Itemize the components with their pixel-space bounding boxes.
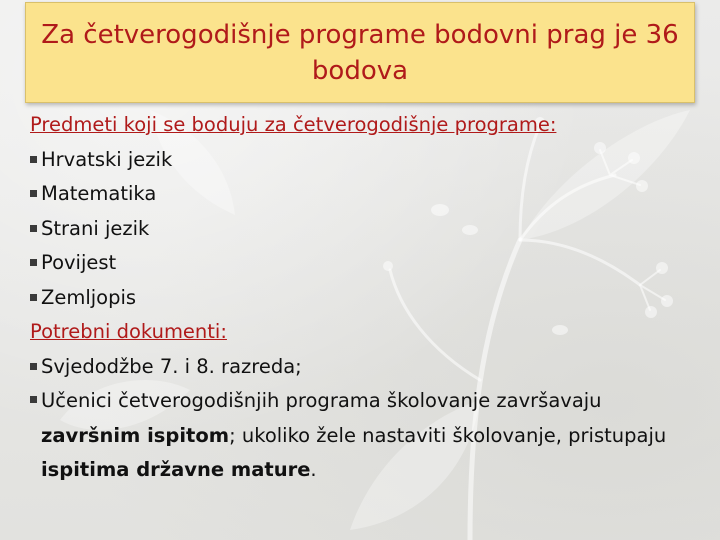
- list-item: [30, 350, 700, 385]
- slide-title: Za četverogodišnje programe bodovni prag je 36 bodova: [41, 19, 679, 86]
- list-item: [30, 177, 700, 212]
- list-item-text: Zemljopis: [41, 285, 137, 309]
- text-run: ; ukoliko žele nastaviti školovanje, pristupaju: [229, 423, 667, 447]
- section-heading-subjects: Predmeti koji se boduju za četverogodišnje programe:: [30, 113, 557, 136]
- list-item-text: Matematika: [41, 182, 157, 205]
- list-item-text: [41, 384, 700, 488]
- square-bullet-icon: [30, 363, 37, 370]
- list-item: [30, 212, 700, 247]
- list-item: [30, 246, 700, 281]
- square-bullet-icon: [30, 190, 37, 197]
- bold-text-state-matura: ispitima državne mature: [41, 458, 311, 481]
- list-item: [30, 384, 700, 488]
- list-item-text: Hrvatski jezik: [41, 147, 173, 171]
- list-item: [30, 143, 700, 178]
- title-box: [25, 2, 695, 103]
- content-body: [30, 108, 700, 488]
- section-heading-documents: Potrebni dokumenti:: [30, 320, 227, 343]
- list-item-text: Svjedodžbe 7. i 8. razreda;: [41, 354, 302, 378]
- text-run: .: [310, 458, 317, 481]
- bold-text-final-exam: završnim ispitom: [41, 423, 230, 447]
- square-bullet-icon: [30, 396, 37, 403]
- text-run: Učenici četverogodišnjih programa školovanje završavaju: [41, 389, 602, 412]
- square-bullet-icon: [30, 294, 37, 301]
- list-item: [30, 281, 700, 316]
- list-item-text: Povijest: [41, 251, 117, 274]
- list-item-text: Strani jezik: [41, 216, 150, 240]
- square-bullet-icon: [30, 259, 37, 266]
- square-bullet-icon: [30, 225, 37, 232]
- square-bullet-icon: [30, 156, 37, 163]
